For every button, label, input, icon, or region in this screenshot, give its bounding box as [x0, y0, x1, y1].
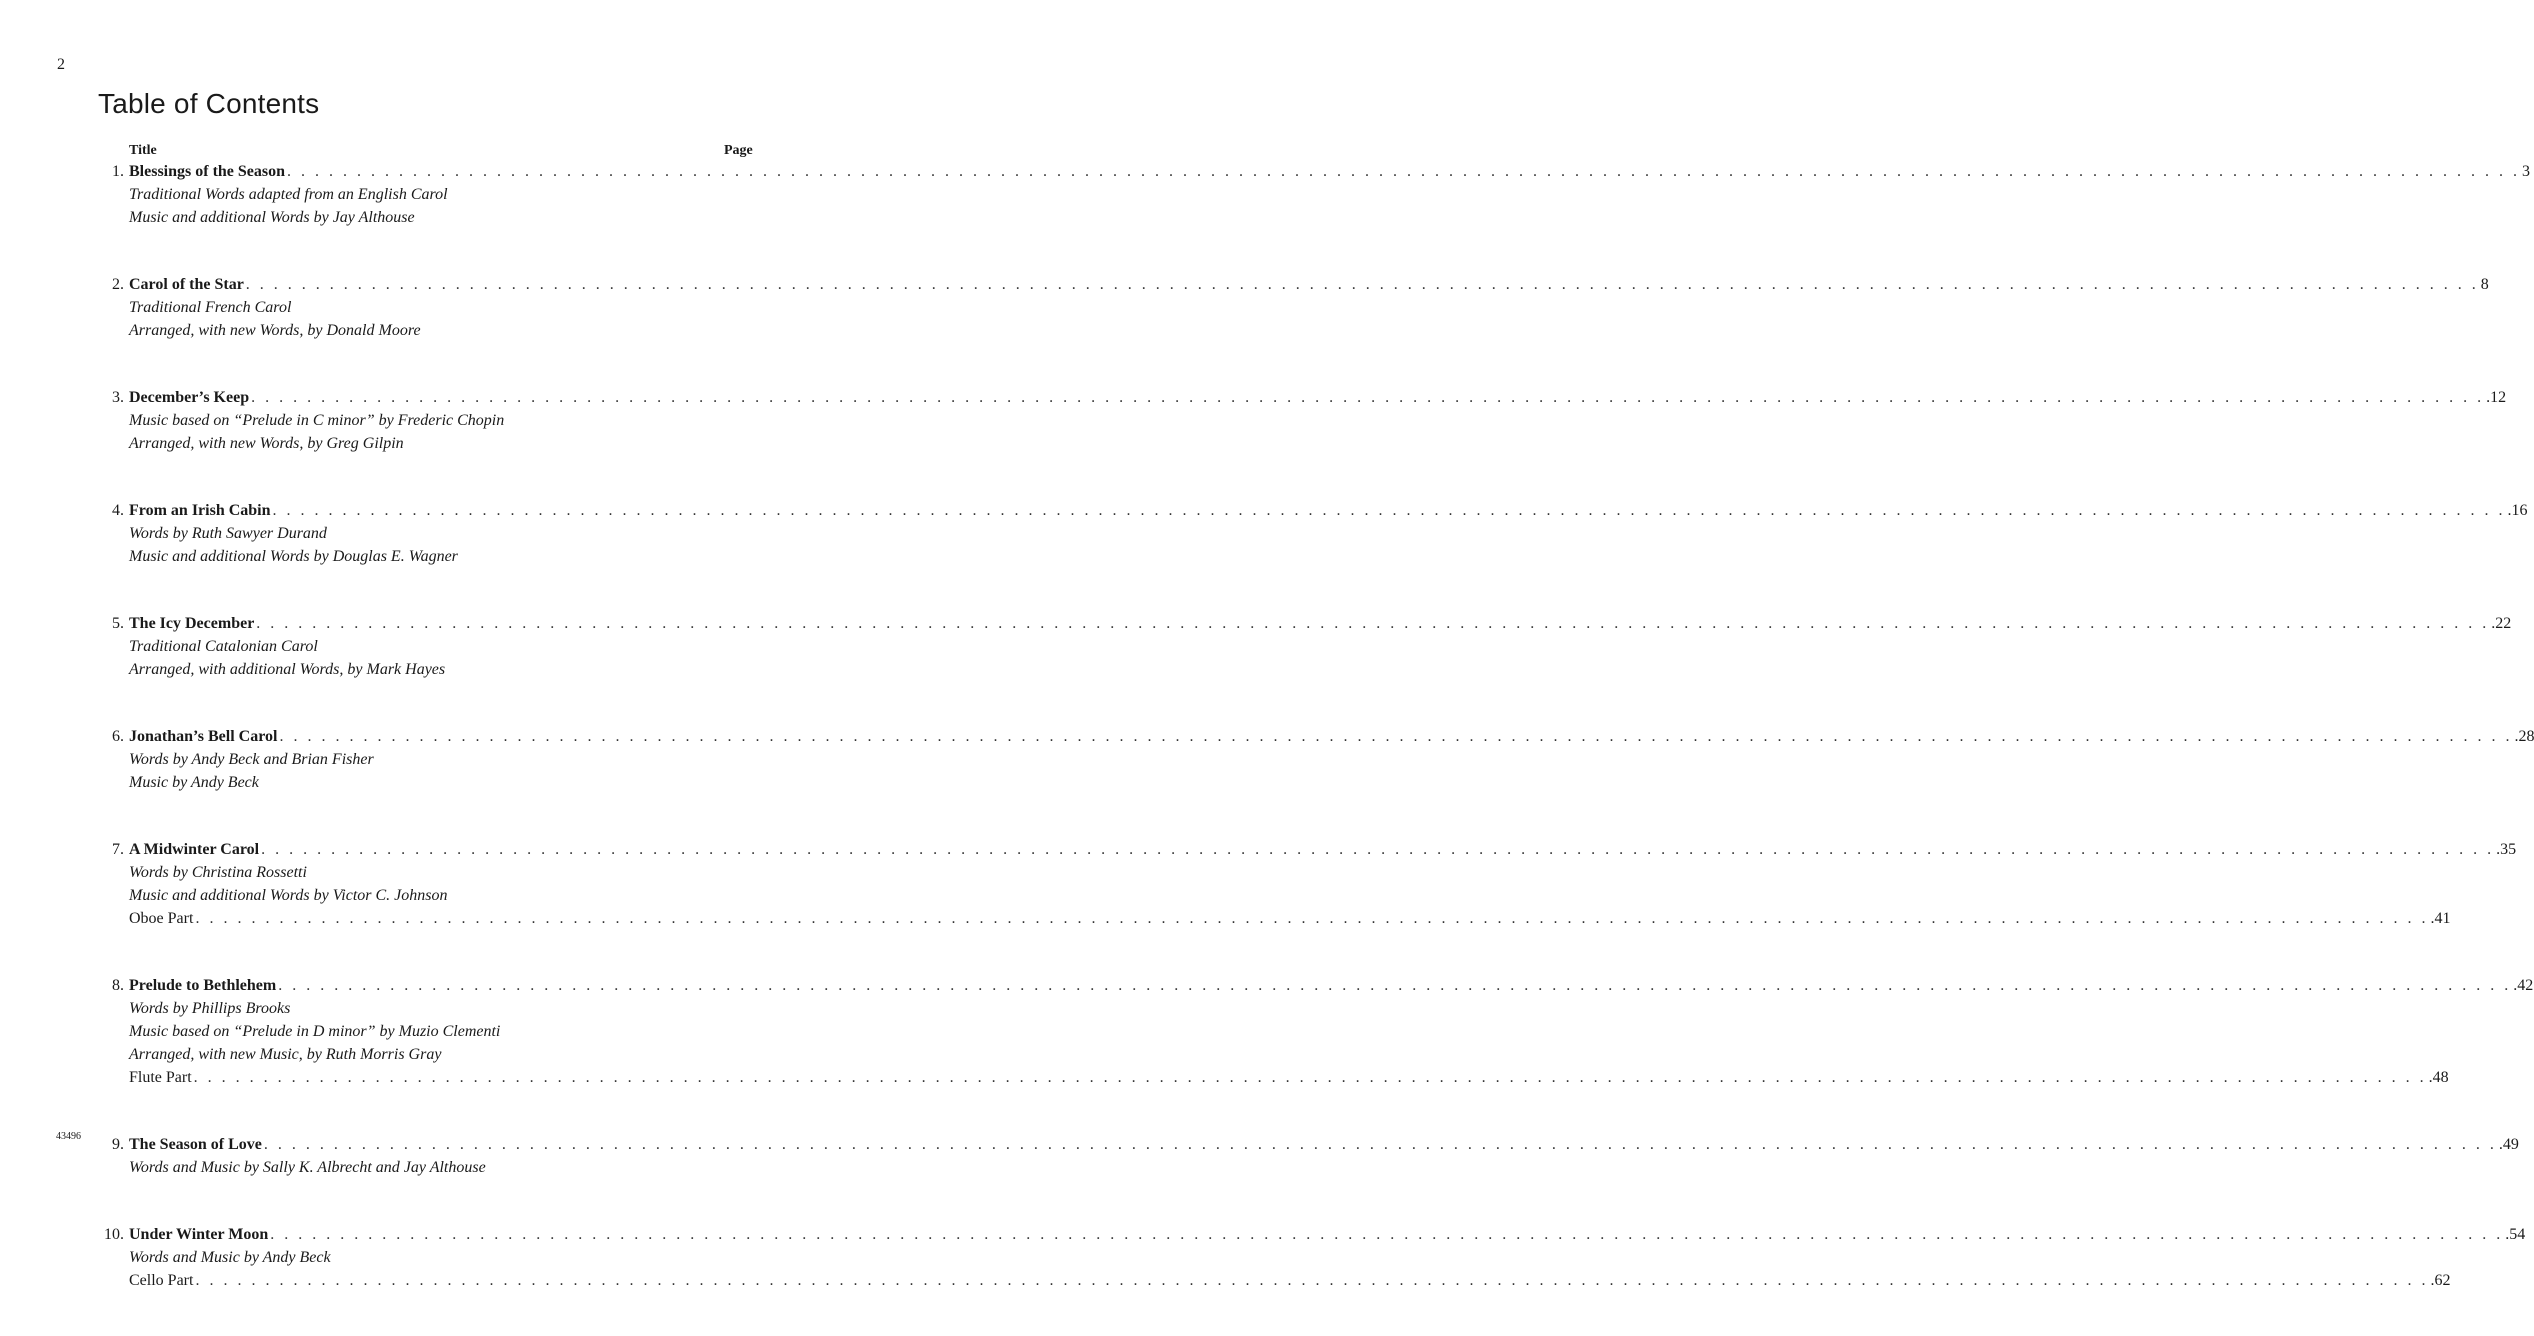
entry-title-leader [129, 160, 2531, 183]
part-page: .62 [2430, 1272, 2451, 1289]
entry-title-leader [129, 974, 2534, 997]
entry-number: 7. [112, 841, 124, 858]
entry-title-leader [129, 838, 2517, 861]
entry-credit: Words by Phillips Brooks [129, 1000, 291, 1017]
entry-title-line [0, 1133, 2519, 1156]
entry-number: 2. [112, 276, 124, 293]
credit-line [0, 635, 900, 658]
entry-title: December’s Keep [129, 389, 250, 406]
part-line [0, 907, 2451, 930]
credit-line [0, 884, 900, 907]
table-of-contents [0, 160, 2534, 1336]
entry-title-leader [129, 612, 2512, 635]
entry-credit: Music based on “Prelude in D minor” by Muzio Clementi [129, 1023, 501, 1040]
entry-credit: Music and additional Words by Victor C. Johnson [129, 887, 448, 904]
toc-entry [0, 1223, 2526, 1292]
dot-leader: . . . . . . . . . . . . . . . . . . . . . . . . . . . . . . . . . . . . . . . . . . . . . . . . . . . . . . . . . . . . . . . . . . . . . . . . . . . . . . . . . . . . . . . . . . . . . . . . . . . . . . . . . . . . . . . . . . . . . . . . . . . . . . . . . . . . . . . . . . . . . . . . . . . . . . . . . . . . . . . . [193, 1069, 2427, 1086]
dot-leader: . . . . . . . . . . . . . . . . . . . . . . . . . . . . . . . . . . . . . . . . . . . . . . . . . . . . . . . . . . . . . . . . . . . . . . . . . . . . . . . . . . . . . . . . . . . . . . . . . . . . . . . . . . . . . . . . . . . . . . . . . . . . . . . . . . . . . . . . . . . . . . . . . . . . . . . . . . . . . . . . [278, 977, 2512, 994]
entry-title-line [0, 974, 2534, 997]
entry-title-leader [129, 725, 2534, 748]
dot-leader: . . . . . . . . . . . . . . . . . . . . . . . . . . . . . . . . . . . . . . . . . . . . . . . . . . . . . . . . . . . . . . . . . . . . . . . . . . . . . . . . . . . . . . . . . . . . . . . . . . . . . . . . . . . . . . . . . . . . . . . . . . . . . . . . . . . . . . . . . . . . . . . . . . . . . . . . . . . . . . . . [270, 1226, 2504, 1243]
dot-leader: . . . . . . . . . . . . . . . . . . . . . . . . . . . . . . . . . . . . . . . . . . . . . . . . . . . . . . . . . . . . . . . . . . . . . . . . . . . . . . . . . . . . . . . . . . . . . . . . . . . . . . . . . . . . . . . . . . . . . . . . . . . . . . . . . . . . . . . . . . . . . . . . . . . . . . . . . . . . . . . . [245, 276, 2479, 293]
part-leader [129, 1269, 2451, 1292]
entry-title-leader [129, 499, 2528, 522]
entry-credit: Arranged, with new Words, by Greg Gilpin [129, 435, 404, 452]
entry-title-line [0, 725, 2534, 748]
toc-entry [0, 612, 2512, 681]
entry-credit: Arranged, with new Music, by Ruth Morris Gray [129, 1046, 442, 1063]
entry-credit: Traditional French Carol [129, 299, 292, 316]
toc-entry [0, 1133, 2519, 1179]
entry-title-leader [129, 386, 2507, 409]
entry-credit: Words and Music by Andy Beck [129, 1249, 331, 1266]
dot-leader: . . . . . . . . . . . . . . . . . . . . . . . . . . . . . . . . . . . . . . . . . . . . . . . . . . . . . . . . . . . . . . . . . . . . . . . . . . . . . . . . . . . . . . . . . . . . . . . . . . . . . . . . . . . . . . . . . . . . . . . . . . . . . . . . . . . . . . . . . . . . . . . . . . . . . . . . . . . . . . . . [279, 728, 2513, 745]
part-line [0, 1066, 2449, 1089]
entry-number: 10. [104, 1226, 124, 1243]
credit-line [0, 1020, 900, 1043]
dot-leader: . . . . . . . . . . . . . . . . . . . . . . . . . . . . . . . . . . . . . . . . . . . . . . . . . . . . . . . . . . . . . . . . . . . . . . . . . . . . . . . . . . . . . . . . . . . . . . . . . . . . . . . . . . . . . . . . . . . . . . . . . . . . . . . . . . . . . . . . . . . . . . . . . . . . . . . . . . . . . . . . [195, 1272, 2429, 1289]
toc-entry [0, 160, 2531, 229]
part-label: Cello Part [129, 1272, 194, 1289]
toc-entry [0, 974, 2534, 1089]
entry-number: 9. [112, 1136, 124, 1153]
part-leader [129, 907, 2451, 930]
credit-line [0, 1246, 900, 1269]
credit-line [0, 748, 900, 771]
entry-credit: Words by Andy Beck and Brian Fisher [129, 751, 374, 768]
entry-title: The Icy December [129, 615, 255, 632]
entry-title: A Midwinter Carol [129, 841, 260, 858]
entry-number: 8. [112, 977, 124, 994]
dot-leader: . . . . . . . . . . . . . . . . . . . . . . . . . . . . . . . . . . . . . . . . . . . . . . . . . . . . . . . . . . . . . . . . . . . . . . . . . . . . . . . . . . . . . . . . . . . . . . . . . . . . . . . . . . . . . . . . . . . . . . . . . . . . . . . . . . . . . . . . . . . . . . . . . . . . . . . . . . . . . . . . [272, 502, 2506, 519]
entry-title: Under Winter Moon [129, 1226, 269, 1243]
credit-line [0, 658, 900, 681]
credit-line [0, 409, 900, 432]
entry-title: Prelude to Bethlehem [129, 977, 277, 994]
entry-page: .49 [2498, 1136, 2519, 1153]
dot-leader: . . . . . . . . . . . . . . . . . . . . . . . . . . . . . . . . . . . . . . . . . . . . . . . . . . . . . . . . . . . . . . . . . . . . . . . . . . . . . . . . . . . . . . . . . . . . . . . . . . . . . . . . . . . . . . . . . . . . . . . . . . . . . . . . . . . . . . . . . . . . . . . . . . . . . . . . . . . . . . . . [263, 1136, 2497, 1153]
entry-page: 3 [2522, 163, 2531, 180]
entry-page: .42 [2513, 977, 2534, 994]
entry-title-line [0, 838, 2517, 861]
credit-line [0, 545, 900, 568]
dot-leader: . . . . . . . . . . . . . . . . . . . . . . . . . . . . . . . . . . . . . . . . . . . . . . . . . . . . . . . . . . . . . . . . . . . . . . . . . . . . . . . . . . . . . . . . . . . . . . . . . . . . . . . . . . . . . . . . . . . . . . . . . . . . . . . . . . . . . . . . . . . . . . . . . . . . . . . . . . . . . . . . [287, 163, 2521, 180]
entry-credit: Words by Ruth Sawyer Durand [129, 525, 327, 542]
entry-page: .16 [2507, 502, 2528, 519]
column-header-title: Title [129, 143, 157, 158]
entry-title: Carol of the Star [129, 276, 244, 293]
toc-entry [0, 725, 2534, 794]
entry-credit: Traditional Catalonian Carol [129, 638, 318, 655]
toc-entry [0, 838, 2517, 930]
part-page: .48 [2428, 1069, 2449, 1086]
entry-page: 8 [2480, 276, 2489, 293]
entry-credit: Traditional Words adapted from an English Carol [129, 186, 448, 203]
entry-number: 3. [112, 389, 124, 406]
entry-credit: Music and additional Words by Jay Althouse [129, 209, 415, 226]
credit-line [0, 319, 900, 342]
credit-line [0, 1043, 900, 1066]
part-leader [129, 1066, 2449, 1089]
entry-title-line [0, 612, 2512, 635]
entry-credit: Music based on “Prelude in C minor” by Frederic Chopin [129, 412, 505, 429]
entry-title-line [0, 273, 2489, 296]
toc-entry [0, 386, 2507, 455]
entry-title-line [0, 386, 2507, 409]
page-number: 2 [57, 56, 65, 73]
toc-entry [0, 499, 2528, 568]
entry-page: .12 [2486, 389, 2507, 406]
entry-title-line [0, 160, 2531, 183]
toc-entry [0, 273, 2489, 342]
entry-page: .28 [2514, 728, 2534, 745]
credit-line [0, 771, 900, 794]
credit-line [0, 296, 900, 319]
dot-leader: . . . . . . . . . . . . . . . . . . . . . . . . . . . . . . . . . . . . . . . . . . . . . . . . . . . . . . . . . . . . . . . . . . . . . . . . . . . . . . . . . . . . . . . . . . . . . . . . . . . . . . . . . . . . . . . . . . . . . . . . . . . . . . . . . . . . . . . . . . . . . . . . . . . . . . . . . . . . . . . . [251, 389, 2485, 406]
entry-number: 1. [112, 163, 124, 180]
part-label: Flute Part [129, 1069, 192, 1086]
entry-credit: Music and additional Words by Douglas E. Wagner [129, 548, 458, 565]
credit-line [0, 522, 900, 545]
entry-page: .54 [2505, 1226, 2526, 1243]
entry-title-leader [129, 1223, 2526, 1246]
entry-credit: Arranged, with additional Words, by Mark Hayes [129, 661, 446, 678]
catalog-number: 43496 [56, 1131, 81, 1142]
credit-line [0, 1156, 900, 1179]
entry-title: Jonathan’s Bell Carol [129, 728, 278, 745]
entry-title-line [0, 499, 2528, 522]
dot-leader: . . . . . . . . . . . . . . . . . . . . . . . . . . . . . . . . . . . . . . . . . . . . . . . . . . . . . . . . . . . . . . . . . . . . . . . . . . . . . . . . . . . . . . . . . . . . . . . . . . . . . . . . . . . . . . . . . . . . . . . . . . . . . . . . . . . . . . . . . . . . . . . . . . . . . . . . . . . . . . . . [195, 910, 2429, 927]
entry-credit: Arranged, with new Words, by Donald Moore [129, 322, 421, 339]
part-line [0, 1269, 2451, 1292]
entry-title: From an Irish Cabin [129, 502, 271, 519]
entry-title-line [0, 1223, 2526, 1246]
entry-page: .22 [2491, 615, 2512, 632]
entry-title-leader [129, 1133, 2519, 1156]
dot-leader: . . . . . . . . . . . . . . . . . . . . . . . . . . . . . . . . . . . . . . . . . . . . . . . . . . . . . . . . . . . . . . . . . . . . . . . . . . . . . . . . . . . . . . . . . . . . . . . . . . . . . . . . . . . . . . . . . . . . . . . . . . . . . . . . . . . . . . . . . . . . . . . . . . . . . . . . . . . . . . . . [261, 841, 2495, 858]
credit-line [0, 206, 900, 229]
entry-number: 5. [112, 615, 124, 632]
dot-leader: . . . . . . . . . . . . . . . . . . . . . . . . . . . . . . . . . . . . . . . . . . . . . . . . . . . . . . . . . . . . . . . . . . . . . . . . . . . . . . . . . . . . . . . . . . . . . . . . . . . . . . . . . . . . . . . . . . . . . . . . . . . . . . . . . . . . . . . . . . . . . . . . . . . . . . . . . . . . . . . . [256, 615, 2490, 632]
entry-number: 6. [112, 728, 124, 745]
entry-title: Blessings of the Season [129, 163, 286, 180]
credit-line [0, 997, 900, 1020]
entry-credit: Words and Music by Sally K. Albrecht and Jay Althouse [129, 1159, 486, 1176]
credit-line [0, 861, 900, 884]
entry-title: The Season of Love [129, 1136, 262, 1153]
entry-credit: Words by Christina Rossetti [129, 864, 307, 881]
entry-title-leader [129, 273, 2489, 296]
column-header-page: Page [724, 143, 753, 158]
page-title: Table of Contents [98, 88, 320, 119]
entry-credit: Music by Andy Beck [129, 774, 259, 791]
entry-number: 4. [112, 502, 124, 519]
credit-line [0, 183, 900, 206]
part-page: .41 [2430, 910, 2451, 927]
entry-page: .35 [2496, 841, 2517, 858]
part-label: Oboe Part [129, 910, 194, 927]
credit-line [0, 432, 900, 455]
